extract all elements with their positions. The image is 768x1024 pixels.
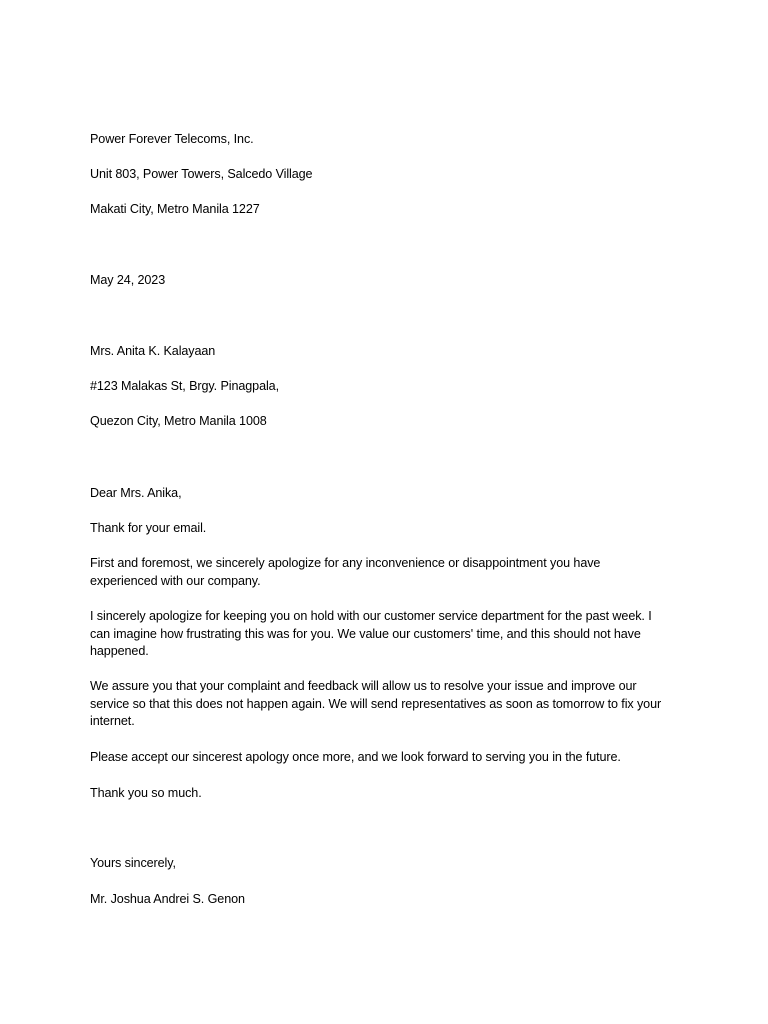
- body-paragraph-5: Please accept our sincerest apology once more, and we look forward to serving you in the future.: [90, 750, 621, 764]
- body-paragraph-3: [90, 608, 680, 661]
- body-paragraph-2-line: experienced with our company.: [90, 573, 261, 588]
- recipient-address-line1: #123 Malakas St, Brgy. Pinagpala,: [90, 379, 279, 393]
- signatory-name: Mr. Joshua Andrei S. Genon: [90, 892, 245, 906]
- body-paragraph-3-line: can imagine how frustrating this was for you. We value our customers' time, and this should not have: [90, 626, 641, 641]
- body-paragraph-4-line: service so that this does not happen again. We will send representatives as soon as tomorrow to fix your: [90, 696, 662, 711]
- body-paragraph-4: [90, 678, 680, 731]
- body-paragraph-2: [90, 555, 680, 590]
- sender-address-line1: Unit 803, Power Towers, Salcedo Village: [90, 167, 313, 181]
- recipient-name: Mrs. Anita K. Kalayaan: [90, 344, 216, 358]
- sender-address-line2: Makati City, Metro Manila 1227: [90, 202, 260, 216]
- body-paragraph-4-line: internet.: [90, 714, 135, 729]
- recipient-address-line2: Quezon City, Metro Manila 1008: [90, 414, 267, 428]
- sender-company: Power Forever Telecoms, Inc.: [90, 132, 254, 146]
- closing: Yours sincerely,: [90, 856, 176, 870]
- body-paragraph-6: Thank you so much.: [90, 786, 202, 800]
- letter-date: May 24, 2023: [90, 273, 166, 287]
- salutation: Dear Mrs. Anika,: [90, 486, 182, 500]
- body-paragraph-3-line: happened.: [90, 644, 149, 659]
- body-paragraph-2-line: First and foremost, we sincerely apologize for any inconvenience or disappointment you have: [90, 556, 601, 570]
- body-paragraph-1: Thank for your email.: [90, 521, 207, 535]
- body-paragraph-3-line: I sincerely apologize for keeping you on hold with our customer service department for the past week. I: [90, 609, 652, 623]
- body-paragraph-4-line: We assure you that your complaint and feedback will allow us to resolve your issue and improve our: [90, 679, 637, 693]
